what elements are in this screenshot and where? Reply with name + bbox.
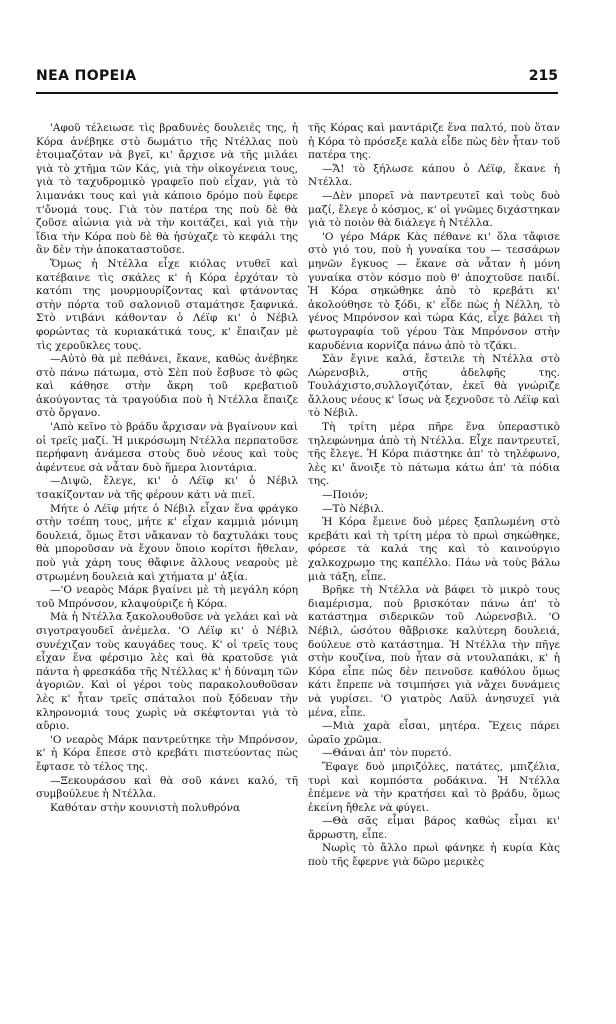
- paragraph: —Αὐτὸ θὰ μὲ πεθάνει, ἔκανε, καθὼς ἀνέβηκε στὸ πάνω πάτωμα, στὸ Σὲπ ποὺ ἔσβυσε τὸ φῶς καὶ κάθησε στὴν ἄκρη τοῦ κρεβατιοῦ ἀκούγοντας τὰ τραγούδια ποὺ ἡ Ντέλλα ἔπαιζε στὸ ὄργανο.: [36, 353, 298, 420]
- paragraph: —Διψῶ, ἔλεγε, κι' ὁ Λέϊφ κι' ὁ Νέβιλ τσακίζονταν νὰ τῆς φέρουν κάτι νὰ πιεῖ.: [36, 475, 298, 502]
- paragraph: Ὅμως ἡ Ντέλλα εἶχε κιόλας ντυθεῖ καὶ κατέβαινε τὶς σκάλες κ' ἡ Κόρα ἐρχόταν τὸ κατόπι της μουρμουρίζοντας καὶ φτάνοντας στὴν πόρτα τοῦ σαλονιοῦ σταμάτησε ξαφνικά. Στὸ ντιβάνι κάθονταν ὁ Λέϊφ κι' ὁ Νέβιλ φορώντας τὰ κυριακάτικά τους, κ' ἔπαιζαν μὲ τὶς χεροῦκλες τους.: [36, 257, 298, 352]
- page-header: [36, 60, 558, 88]
- paragraph: Ἡ Κόρα ἔμεινε δυὸ μέρες ξαπλωμένη στὸ κρεβάτι καὶ τὴ τρίτη μέρα τὸ πρωὶ σηκώθηκε, φόρεσε τὰ καλά της καὶ τὸ καινούργιο χαλκοχρωμο της καπέλλο. Πάω νὰ τοὺς βάλω μιὰ τάξη, εἶπε.: [308, 516, 560, 583]
- paragraph: Τὴ τρίτη μέρα πῆρε ἕνα ὑπεραστικὸ τηλεφώνημα ἀπὸ τὴ Ντέλλα. Εἶχε παντρευτεῖ, τῆς ἔλεγε. Ἡ Κόρα πιάστηκε ἀπ' τὸ τηλέφωνο, λὲς κι' ἄνοιξε τὸ πάτωμα κάτω ἀπ' τὰ πόδια της.: [308, 421, 560, 488]
- paragraph: 'Αφοῦ τέλειωσε τὶς βραδυνὲς δουλειές της, ἡ Κόρα ἀνέβηκε στὸ δωμάτιο τῆς Ντέλλας ποὺ ἑτοιμαζόταν νὰ βγεῖ, κι' ἄρχισε νὰ τῆς μιλάει γιὰ τὸ χτῆμα τῶν Κάς, γιὰ τὴν οἰκογένεια τους, γιὰ τὸ ταχυδρομικὸ γραφεῖο ποὺ εἶχαν, γιὰ τὸ λιμανάκι τους καὶ γιὰ κάποιο δρόμο ποὺ ἔφερε τ'ὄνομά τους. Γιὰ τὸν πατέρα της ποὺ δὲ θὰ ζοῦσε αἰώνια γιὰ νὰ τὴν κοιτάζει, καὶ γιὰ τὴν ἴδια τὴν Κόρα ποὺ δὲ θὰ ἡσύχαζε τὸ κεφάλι της ἂν δὲν τὴν ἀποκαταστοῦσε.: [36, 122, 298, 257]
- paragraph: Ἔφαγε δυὸ μπριζόλες, πατάτες, μπιζέλια, τυρὶ καὶ κομπόστα ροδάκινα. Ἡ Ντέλλα ἐπέμενε νὰ τὴν κρατήσει καὶ τὸ βράδυ, ὅμως ἐκείνη ἤθελε νὰ φύγει.: [308, 760, 560, 814]
- paragraph: τῆς Κόρας καὶ μαντάριζε ἕνα παλτό, ποὺ ὅταν ἡ Κόρα τὸ πρόσεξε καλὰ εἶδε πὼς δὲν ἦταν τοῦ πατέρα της.: [308, 122, 560, 162]
- paragraph: Μὰ ἡ Ντέλλα ξακολουθοῦσε νὰ γελάει καὶ νὰ σιγοτραγουδεῖ ἀνέμελα. 'Ο Λέϊφ κι' ὁ Νέβιλ συνέχιζαν τοὺς καυγάδες τους. Κ' οἱ τρεῖς τους εἶχαν ἕνα φέρσιμο λὲς καὶ θὰ κρατοῦσε γιὰ πάντα ἡ φρεσκάδα τῆς Ντέλλας κ' ἡ δύναμη τῶν ἀγοριῶν. Καὶ οἱ γέροι τοὺς παρακολουθοῦσαν λὲς κ' ἦταν τρεῖς σπάταλοι ποὺ ξόδευαν τὴν κληρονομιά τους χωρὶς νὰ σκέφτονται γιὰ τὸ αὔριο.: [36, 611, 298, 733]
- paragraph: —Ἄ! τὸ ξήλωσε κάπου ὁ Λέϊφ, ἔκανε ἡ Ντέλλα.: [308, 162, 560, 189]
- paragraph: 'Ο νεαρὸς Μάρκ παντρεύτηκε τὴν Μπρόνσον, κ' ἡ Κόρα ἔπεσε στὸ κρεβάτι πιστεύοντας πὼς ἔφτασε τὸ τέλος της.: [36, 733, 298, 773]
- paragraph: —Μιὰ χαρὰ εἶσαι, μητέρα. Ἔχεις πάρει ὡραῖο χρῶμα.: [308, 720, 560, 746]
- paragraph: —Ξεκουράσου καὶ θὰ σοῦ κάνει καλό, τῆ συμβούλευε ἡ Ντέλλα.: [36, 774, 298, 801]
- paragraph: —Θὰ σᾶς εἶμαι βάρος καθὼς εἶμαι κι' ἄρρωστη, εἶπε.: [308, 815, 560, 841]
- right-column: [308, 122, 560, 870]
- paragraph: —Ποιόν;: [322, 489, 369, 502]
- paragraph: —'Ο νεαρὸς Μάρκ βγαίνει μὲ τὴ μεγάλη κόρη τοῦ Μπρόνσον, κλαψούριζε ἡ Κόρα.: [36, 584, 298, 610]
- left-column: [36, 122, 298, 815]
- page-number: 215: [528, 68, 558, 84]
- paragraph: Μήτε ὁ Λέϊφ μήτε ὁ Νέβιλ εἶχαν ἕνα φράγκο στὴν τσέπη τους, μήτε κ' εἶχαν καμμιὰ μόνιμη δουλειά, ὅμως ἔτσι νἄκαναν τὸ δαχτυλάκι τους θὰ μποροῦσαν νὰ ἔχουν ὅποιο κορίτσι ἤθελαν, ποὺ γιὰ χάρη τους θἄφινε ἄλλους νεαροὺς μὲ στρωμένη δουλειὰ καὶ χτήματα μ' ἀξία.: [36, 502, 298, 583]
- paragraph: Βρῆκε τὴ Ντέλλα νὰ βάφει τὸ μικρὸ τους διαμέρισμα, ποὺ βρισκόταν πάνω ἀπ' τὸ κατάστημα σιδερικῶν τοῦ Λώρενσβιλ. 'Ο Νέβιλ, ὡσότου θἄβρισκε καλύτερη δουλειά, δούλευε στὸ κατάστημα. Ἡ Ντέλλα τὴν πῆγε στὴν κουζίνα, ποὺ ἦταν σὰ ντουλαπάκι, κ' ἡ Κόρα εἶπε πὼς δὲν πεινοῦσε καθόλου ὅμως κάτι ἔπρεπε νὰ τσιμπήσει γιὰ νἄχει δυνάμεις νὰ γυρίσει. 'Ο γιατρὸς Λαϋλ ἀνησυχεῖ γιὰ μένα, εἶπε.: [308, 584, 560, 719]
- paragraph: Καθόταν στὴν κουνιστὴ πολυθρόνα: [50, 801, 241, 814]
- paragraph: 'Ο γέρο Μάρκ Κὰς πέθανε κι' ὅλα τἄφισε στὸ γιό του, ποὺ ἡ γυναίκα του — τεσσάρων μηνῶν ἔγκυος — ἔκανε σὰ νἆταν ἡ μόνη γυναίκα στὸν κόσμο ποὺ θ' ἀποχτοῦσε παιδί. Ἡ Κόρα σηκώθηκε ἀπὸ τὸ κρεβάτι κι' ἀκολούθησε τὸ ξόδι, κ' εἶδε πὼς ἡ Νέλλη, τὸ γένος Μπρόνσον καὶ τώρα Κάς, εἶχε βάλει τὴ φωτογραφία τοῦ γέρου Τὰκ Μπρόνσον στὴν καρυδένια κορνίζα πάνω ἀπὸ τὸ τζάκι.: [308, 230, 560, 352]
- header-rule: [36, 92, 558, 94]
- paragraph: —Τὸ Νέβιλ.: [322, 502, 384, 515]
- running-title: ΝΕΑ ΠΟΡΕΙΑ: [36, 68, 137, 84]
- paragraph: Σὰν ἔγινε καλά, ἔστειλε τὴ Ντέλλα στὸ Λώρενσβιλ, στῆς ἀδελφῆς της. Τουλάχιστο,συλλογιζόταν, ἐκεῖ θὰ γνώριζε ἄλλους νέους κ' ἴσως νὰ ξεχνοῦσε τὸ Λέϊφ καὶ τὸ Νέβιλ.: [308, 353, 560, 420]
- paragraph: Νωρὶς τὸ ἄλλο πρωὶ φάνηκε ἡ κυρία Κὰς ποὺ τῆς ἔφερνε γιὰ δῶρο μερικὲς: [308, 842, 560, 869]
- paragraph: —Δὲν μπορεῖ νὰ παντρευτεῖ καὶ τοὺς δυὸ μαζί, ἔλεγε ὁ κόσμος, κ' οἱ γνῶμες διχάστηκαν γιὰ τὸ ποιὸν θὰ διάλεγε ἡ Ντέλλα.: [308, 189, 560, 230]
- paragraph: 'Απὸ κεῖνο τὸ βράδυ ἄρχισαν νὰ βγαίνουν καὶ οἱ τρεῖς μαζί. Ἡ μικρόσωμη Ντέλλα περπατοῦσε περήφανη ἀνάμεσα στοὺς δυὸ νέους καὶ τοὺς ἀφέντευε σὰ νἆταν δυὸ ἥμερα λιοντάρια.: [36, 421, 298, 474]
- paragraph: —Θάναι ἀπ' τὸν πυρετό.: [322, 747, 452, 760]
